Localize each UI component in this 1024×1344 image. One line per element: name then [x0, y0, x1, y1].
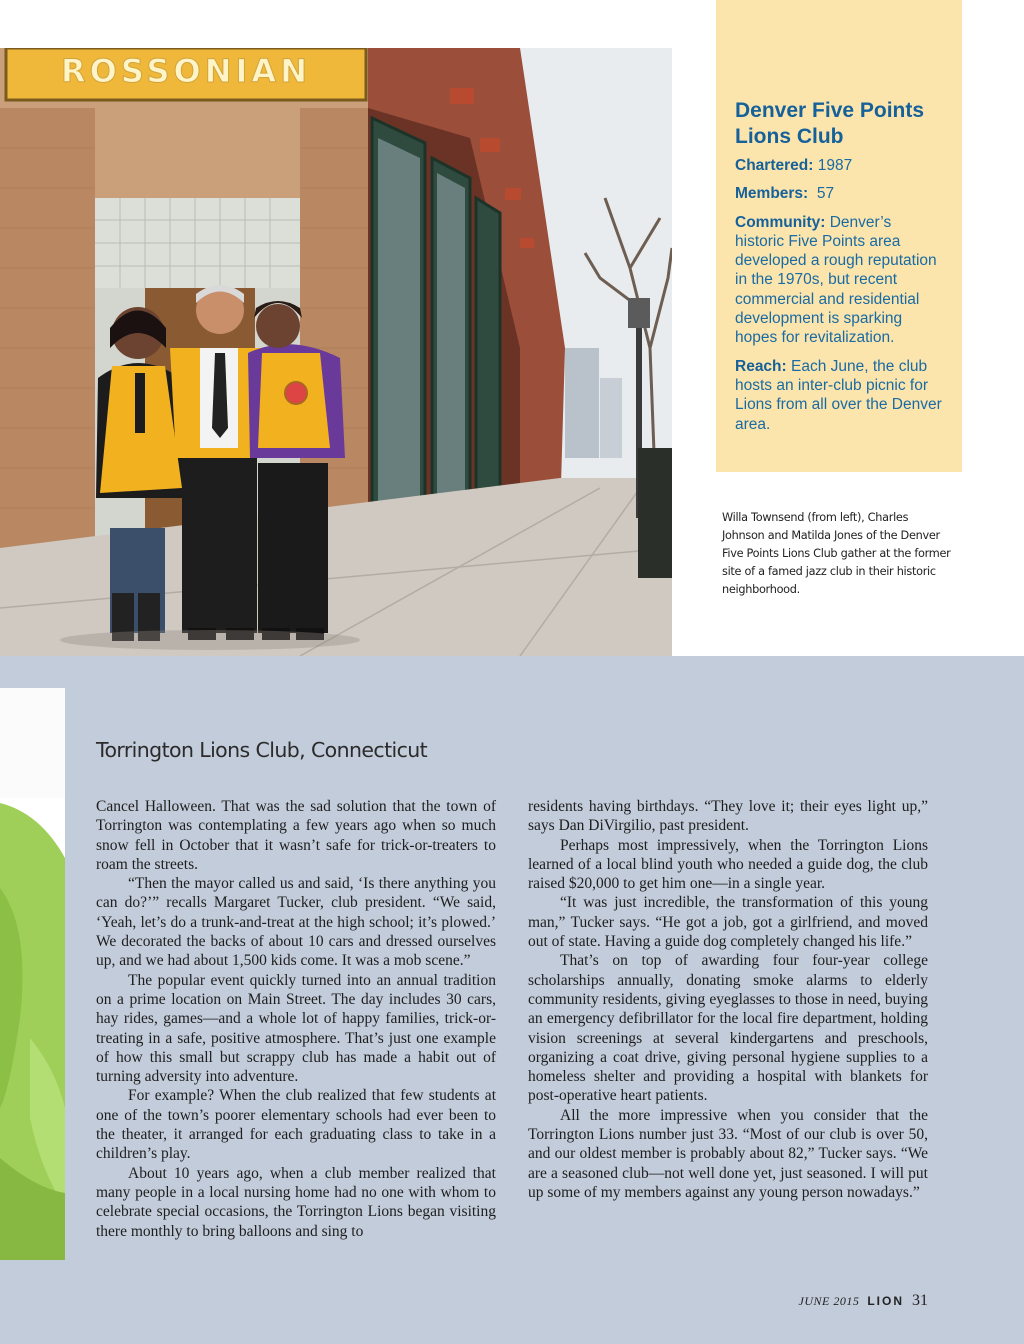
paragraph: residents having birthdays. “They love it; their eyes light up,” says Dan DiVirgilio, past president.: [528, 798, 928, 835]
paragraph: That’s on top of awarding four four-year college scholarships annually, donating smoke alarms to elderly community residents, giving eyeglasses to those in need, buying an emergency defibrillator for the local fire department, holding vision screenings at several kindergartens and preschools, organizing a coat drive, giving personal hygiene supplies to a homeless shelter and providing a hospital with blankets for post-operative heart patients.: [528, 952, 928, 1105]
page-folio: [799, 1292, 929, 1310]
article-column-right: [528, 797, 928, 1202]
chartered-label: Chartered:: [735, 157, 814, 174]
sidebar-title: Denver Five Points Lions Club: [735, 99, 925, 148]
members-value: 57: [816, 185, 835, 203]
magazine-name: LION: [867, 1294, 904, 1308]
reach-row: [735, 357, 944, 434]
photo-caption: Willa Townsend (from left), Charles Johnson and Matilda Jones of the Denver Five Points Lions Club gather at the former site of a famed jazz club in their historic neighborhood.: [722, 511, 951, 596]
paragraph: Cancel Halloween. That was the sad solution that the town of Torrington was contemplating a few years ago when so much snow fell in October that it wasn’t safe for trick-or-treaters to roam the streets.: [96, 798, 496, 873]
paragraph: About 10 years ago, when a club member realized that many people in a local nursing home had no one with whom to celebrate special occasions, the Torrington Lions began visiting there monthly to bring balloons and sing to: [96, 1164, 496, 1240]
members-label: Members:: [735, 185, 809, 203]
issue-date: JUNE 2015: [798, 1294, 860, 1308]
community-label: Community:: [735, 213, 826, 231]
rossonian-sign: ROSSONIAN: [61, 52, 311, 90]
community-row: [735, 213, 944, 348]
paragraph: All the more impressive when you consider that the Torrington Lions number just 33. “Most of our club is over 50, and our oldest member is probably about 82,” Tucker says. “We are a seasoned club—not well done yet, just seasoned. I will put up some of my members against any young person nowadays.”: [528, 1106, 928, 1201]
paragraph: “Then the mayor called us and said, ‘Is there anything you can do?’” recalls Margaret Tucker, club president. “We said, ‘Yeah, let’s do a trunk-and-treat at the high school; it’s plowed.’ We decorated the backs of about 10 cars and dressed ourselves up, and we had about 1,500 kids come. It was a mob scene.”: [96, 875, 496, 970]
article-column-left: [96, 797, 496, 1241]
chartered-row: [735, 156, 944, 175]
green-shirt-photo: [0, 688, 65, 1260]
reach-label: Reach:: [735, 357, 787, 375]
page-number: 31: [912, 1292, 928, 1309]
paragraph: “It was just incredible, the transformation of this young man,” Tucker says. “He got a job, got a girlfriend, and moved out of state. Having a guide dog completely changed his life.”: [528, 894, 928, 951]
reach-text: Each June, the club hosts an inter-club picnic for Lions from all over the Denver area.: [735, 357, 942, 433]
green-photo-edge: [0, 688, 65, 1260]
community-text: Denver’s historic Five Points area developed a rough reputation in the 1970s, but recent commercial and residential development is sparking hopes for revitalization.: [735, 213, 937, 347]
street-scene-illustration: [0, 48, 672, 656]
club-photo: [0, 48, 672, 656]
chartered-value: 1987: [817, 157, 853, 174]
paragraph: The popular event quickly turned into an annual tradition on a prime location on Main Street. The day includes 30 cars, hay rides, games—and a whole lot of happy families, trick-or-treating in a safe, positive atmosphere. That’s just one example of how this small but scrappy club has made a habit out of turning adversity into adventure.: [96, 971, 496, 1086]
article-title: Torrington Lions Club, Connecticut: [96, 738, 428, 762]
paragraph: For example? When the club realized that few students at one of the town’s poorer elementary schools had ever been to the theater, it arranged for each graduating class to take in a children’s play.: [96, 1087, 496, 1163]
paragraph: Perhaps most impressively, when the Torrington Lions learned of a local blind youth who needed a guide dog, the club raised $20,000 to get him one—in a single year.: [528, 836, 928, 893]
members-row: [735, 184, 944, 203]
club-info-sidebar: [716, 0, 962, 472]
